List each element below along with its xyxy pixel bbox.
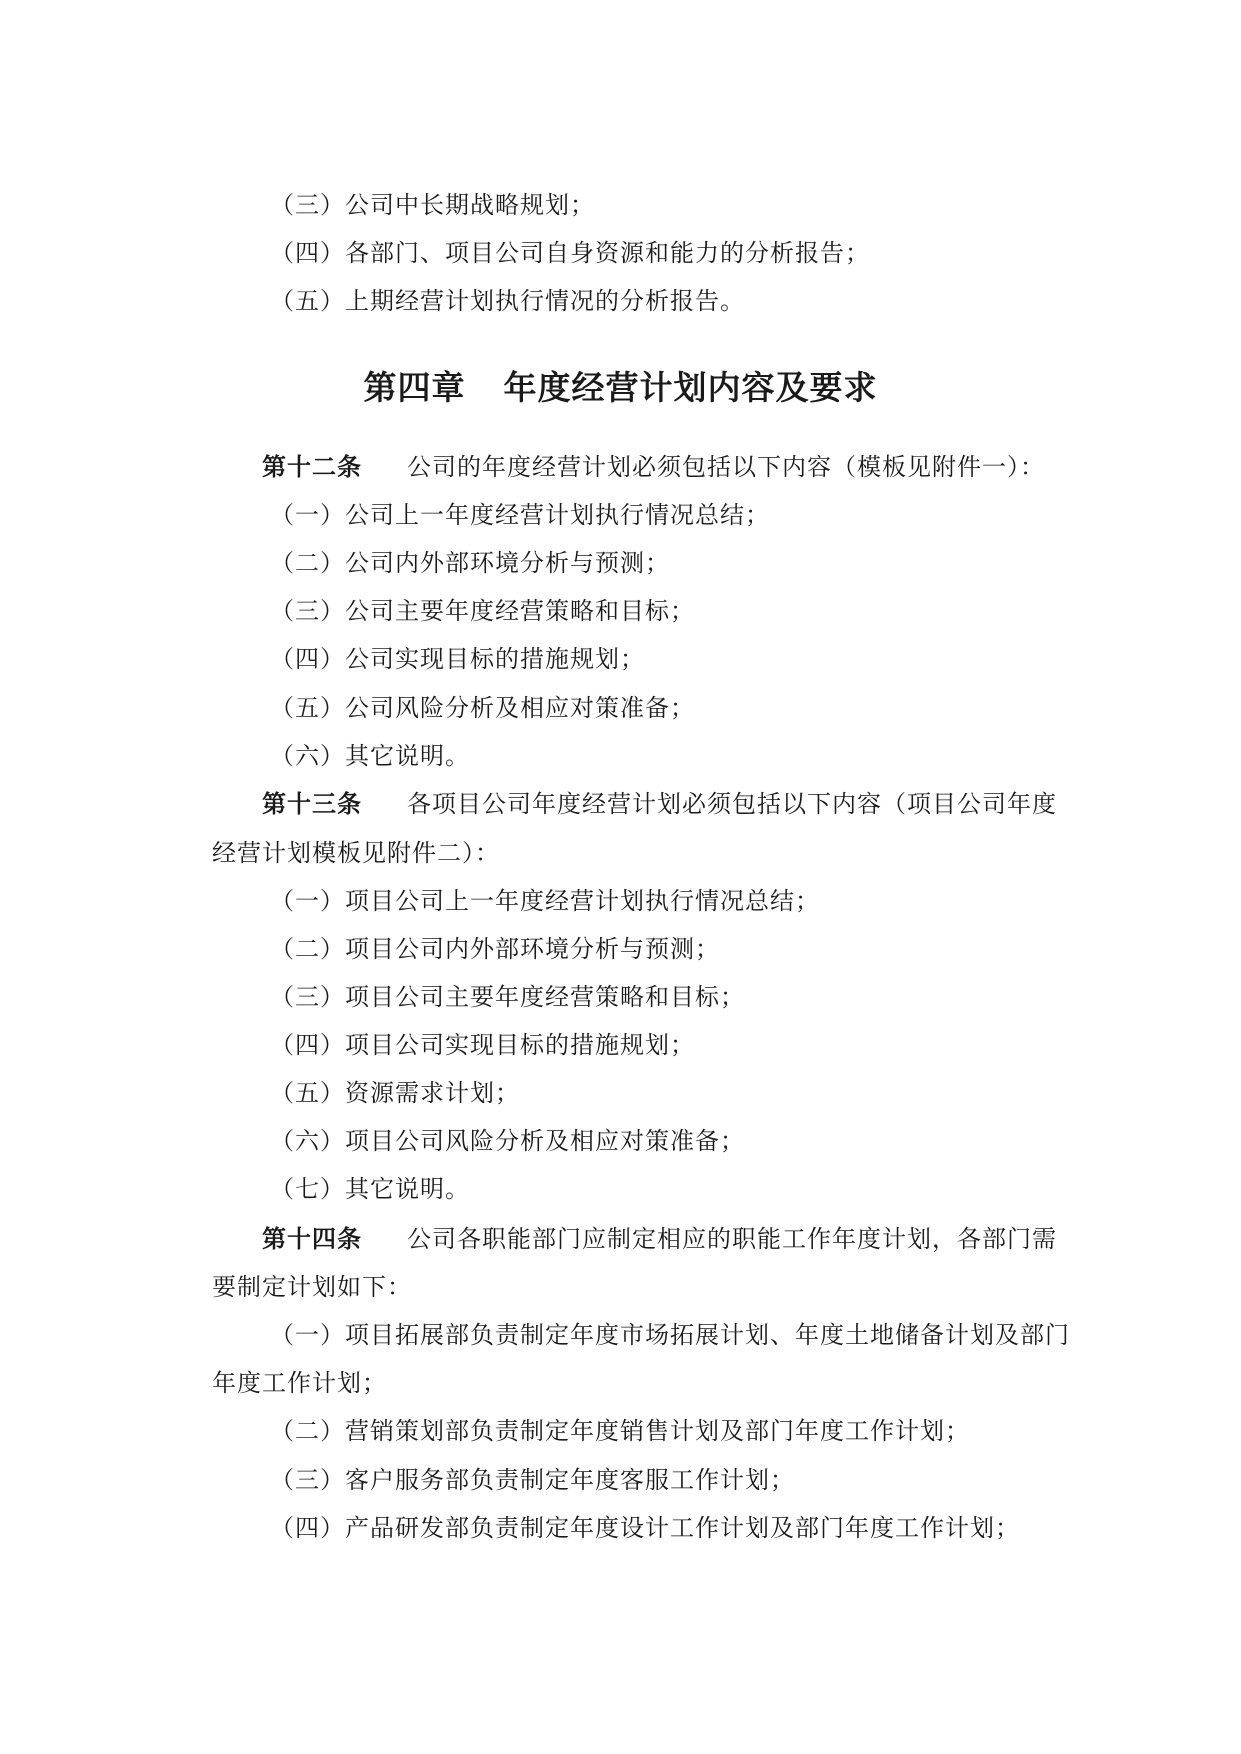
article-text-continued: 要制定计划如下： [212,1273,412,1301]
list-item: （一）公司上一年度经营计划执行情况总结； [270,501,770,529]
list-item: （二）营销策划部负责制定年度销售计划及部门年度工作计划； [270,1417,970,1445]
list-item: （七）其它说明。 [270,1175,470,1203]
article-text: 公司的年度经营计划必须包括以下内容（模板见附件一）： [407,453,1045,481]
list-item: （二）项目公司内外部环境分析与预测； [270,935,720,963]
article-text: 各项目公司年度经营计划必须包括以下内容（项目公司年度 [407,790,1057,818]
list-item: （三）公司中长期战略规划； [270,191,595,219]
list-item: （四）各部门、项目公司自身资源和能力的分析报告； [270,239,870,267]
list-item: （三）客户服务部负责制定年度客服工作计划； [270,1466,795,1494]
list-item: （三）项目公司主要年度经营策略和目标； [270,983,745,1011]
list-item: （一）项目拓展部负责制定年度市场拓展计划、年度土地储备计划及部门 [270,1321,1070,1349]
article-number: 第十二条 [262,453,362,481]
list-item: （五）资源需求计划； [270,1079,520,1107]
article-14 [262,1224,1057,1254]
article-text-continued: 经营计划模板见附件二）： [212,839,500,867]
list-item: （五）上期经营计划执行情况的分析报告。 [270,287,745,315]
chapter-heading [0,368,1241,408]
list-item: （六）项目公司风险分析及相应对策准备； [270,1127,745,1155]
article-number: 第十四条 [262,1225,362,1253]
list-item: （四）公司实现目标的措施规划； [270,645,645,673]
article-text: 公司各职能部门应制定相应的职能工作年度计划，各部门需 [407,1225,1057,1253]
article-number: 第十三条 [262,790,362,818]
chapter-title: 年度经营计划内容及要求 [503,368,878,407]
article-13 [262,789,1057,819]
list-item-continued: 年度工作计划； [212,1369,387,1397]
list-item: （三）公司主要年度经营策略和目标； [270,597,695,625]
list-item: （六）其它说明。 [270,742,470,770]
list-item: （四）产品研发部负责制定年度设计工作计划及部门年度工作计划； [270,1514,1020,1542]
list-item: （一）项目公司上一年度经营计划执行情况总结； [270,887,820,915]
chapter-number: 第四章 [363,368,466,407]
article-12 [262,452,1045,482]
list-item: （五）公司风险分析及相应对策准备； [270,694,695,722]
list-item: （二）公司内外部环境分析与预测； [270,549,670,577]
list-item: （四）项目公司实现目标的措施规划； [270,1031,695,1059]
